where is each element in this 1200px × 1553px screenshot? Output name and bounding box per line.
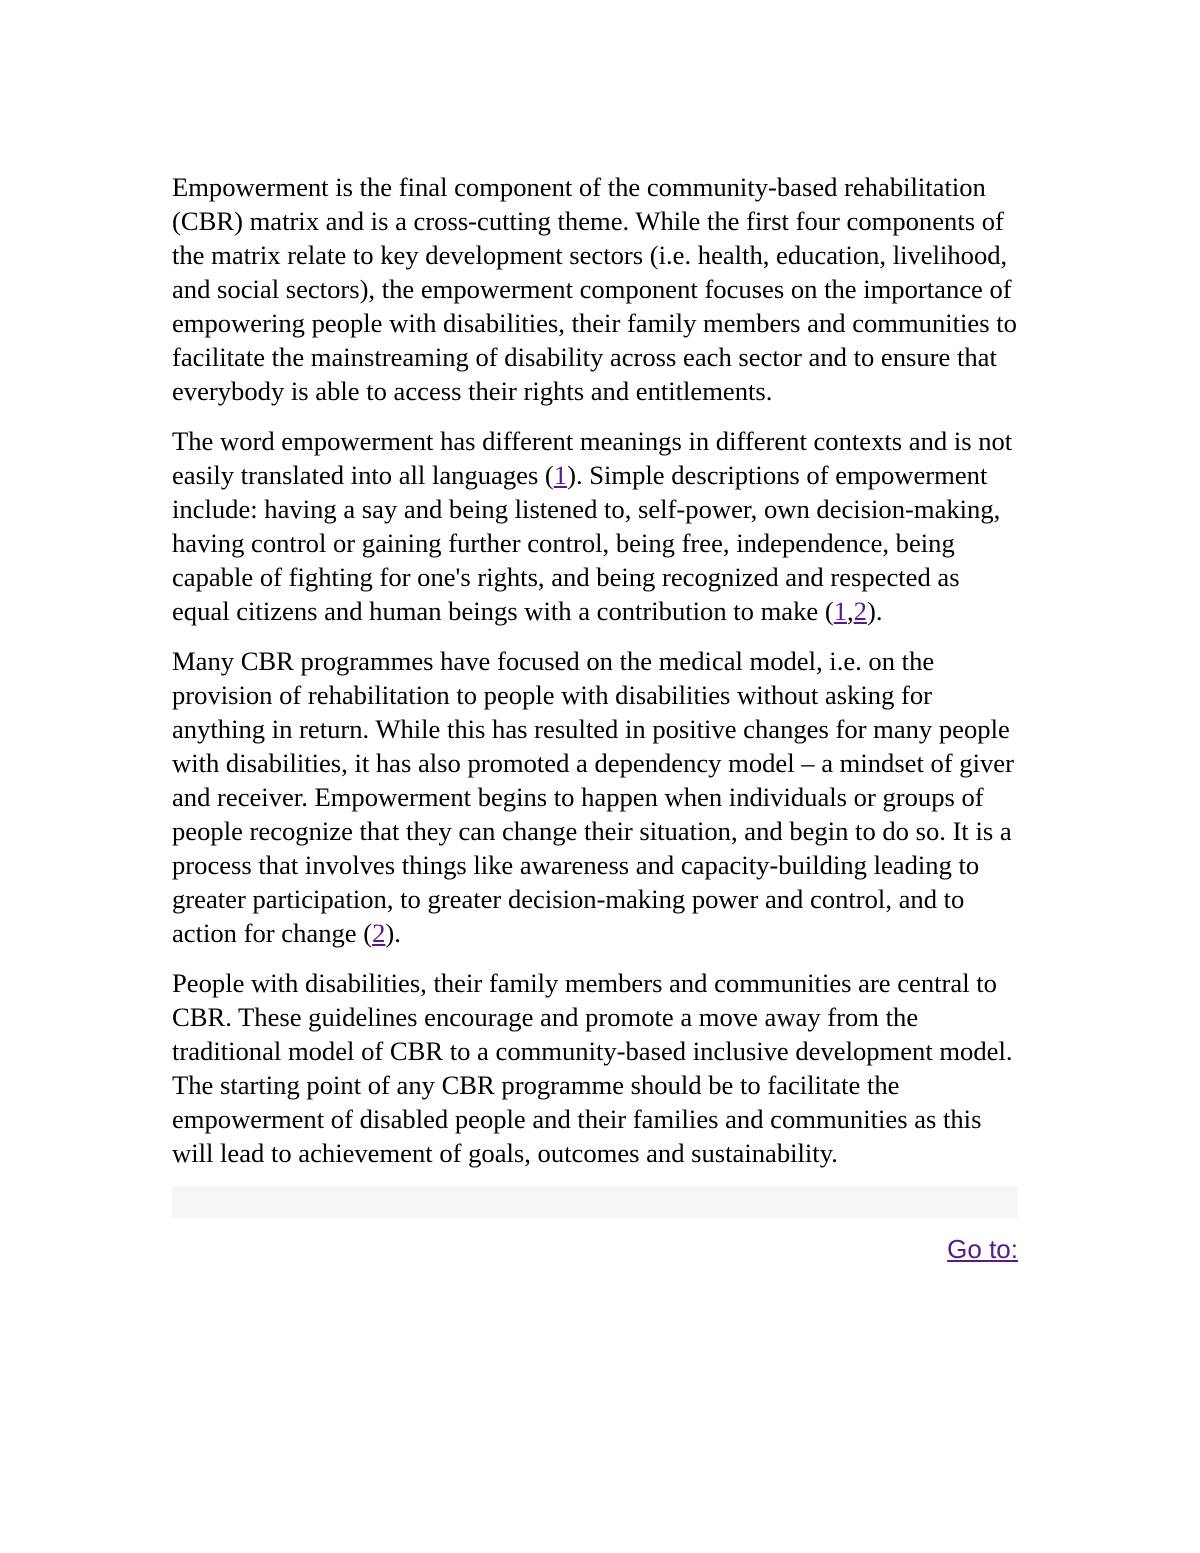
paragraph-medical-model bbox=[172, 644, 1018, 950]
goto-link[interactable]: Go to: bbox=[947, 1234, 1018, 1264]
goto-row bbox=[172, 1234, 1018, 1265]
paragraph-text: ). bbox=[385, 918, 401, 948]
reference-link-2[interactable]: 2 bbox=[372, 918, 386, 948]
paragraph-text: Many CBR programmes have focused on the medical model, i.e. on the provision of rehabilitation to people with disabilities without asking for anything in return. While this has resulted in positive changes for many people with disabilities, it has also promoted a dependency model – a mindset of giver and receiver. Empowerment begins to happen when individuals or groups of people recognize that they can change their situation, and begin to do so. It is a process that involves things like awareness and capacity-building leading to greater participation, to greater decision-making power and control, and to action for change ( bbox=[172, 646, 1014, 948]
reference-link-2[interactable]: 2 bbox=[853, 596, 867, 626]
paragraph-text: ). bbox=[866, 596, 883, 626]
reference-link-1[interactable]: 1 bbox=[833, 596, 848, 626]
reference-link-1[interactable]: 1 bbox=[553, 460, 568, 490]
paragraph-text: The word empowerment has different meanings in different contexts and is not easily translated into all languages ( bbox=[172, 426, 1013, 490]
section-separator bbox=[172, 1186, 1018, 1218]
paragraph-empowerment-meanings bbox=[172, 424, 1018, 628]
paragraph-central-to-cbr: People with disabilities, their family members and communities are central to CBR. These guidelines encourage and promote a move away from the traditional model of CBR to a community-based inclusive development model. The starting point of any CBR programme should be to facilitate the empowerment of disabled people and their families and communities as this will lead to achievement of goals, outcomes and sustainability. bbox=[172, 968, 1013, 1168]
paragraph-text: ). Simple descriptions of empowerment include: having a say and being listened to, self-power, own decision-making, having control or gaining further control, being free, independence, being capable of fighting for one's rights, and being recognized and respected as equal citizens and human beings with a contribution to make ( bbox=[172, 460, 1001, 626]
reference-separator: , bbox=[847, 596, 854, 626]
paragraph-empowerment-intro: Empowerment is the final component of the community-based rehabilitation (CBR) matrix and is a cross-cutting theme. While the first four components of the matrix relate to key development sectors (i.e. health, education, livelihood, and social sectors), the empowerment component focuses on the importance of empowering people with disabilities, their family members and communities to facilitate the mainstreaming of disability across each sector and to ensure that everybody is able to access their rights and entitlements. bbox=[172, 172, 1017, 406]
article-body bbox=[172, 170, 1018, 1265]
